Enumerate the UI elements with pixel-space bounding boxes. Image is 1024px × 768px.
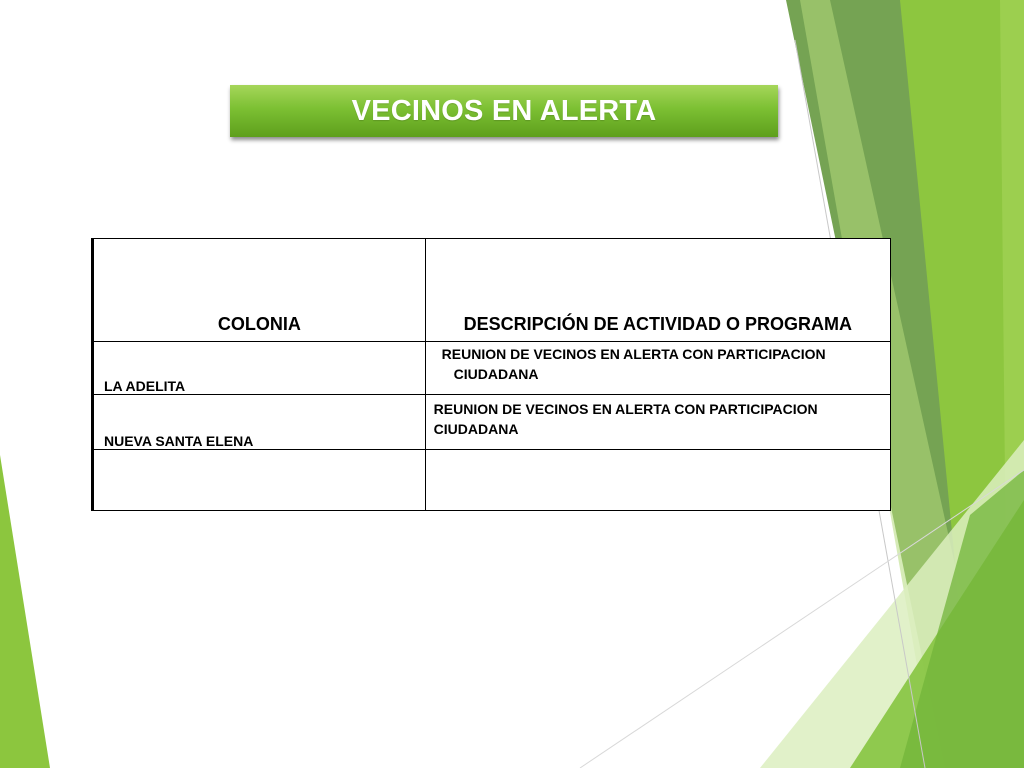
left-green-stripe xyxy=(0,455,50,768)
descripcion-line: REUNION DE VECINOS EN ALERTA CON PARTICIPACION xyxy=(433,401,818,417)
cell-colonia xyxy=(93,450,426,511)
descripcion-line: CIUDADANA xyxy=(433,421,519,437)
header-descripcion: DESCRIPCIÓN DE ACTIVIDAD O PROGRAMA xyxy=(425,239,890,342)
cell-descripcion xyxy=(425,342,890,395)
header-colonia: COLONIA xyxy=(93,239,426,342)
cell-descripcion xyxy=(425,395,890,450)
cell-colonia: LA ADELITA xyxy=(93,342,426,395)
cell-colonia: NUEVA SANTA ELENA xyxy=(93,395,426,450)
descripcion-line: REUNION DE VECINOS EN ALERTA CON PARTICIPACION xyxy=(441,346,826,362)
descripcion-line: CIUDADANA xyxy=(453,366,539,382)
table-row xyxy=(93,342,891,395)
slide-title: VECINOS EN ALERTA xyxy=(351,94,657,127)
title-banner xyxy=(230,85,778,137)
cell-descripcion xyxy=(425,450,890,511)
table-row xyxy=(93,395,891,450)
table-header-row xyxy=(93,239,891,342)
activities-table xyxy=(91,238,891,511)
table-row xyxy=(93,450,891,511)
